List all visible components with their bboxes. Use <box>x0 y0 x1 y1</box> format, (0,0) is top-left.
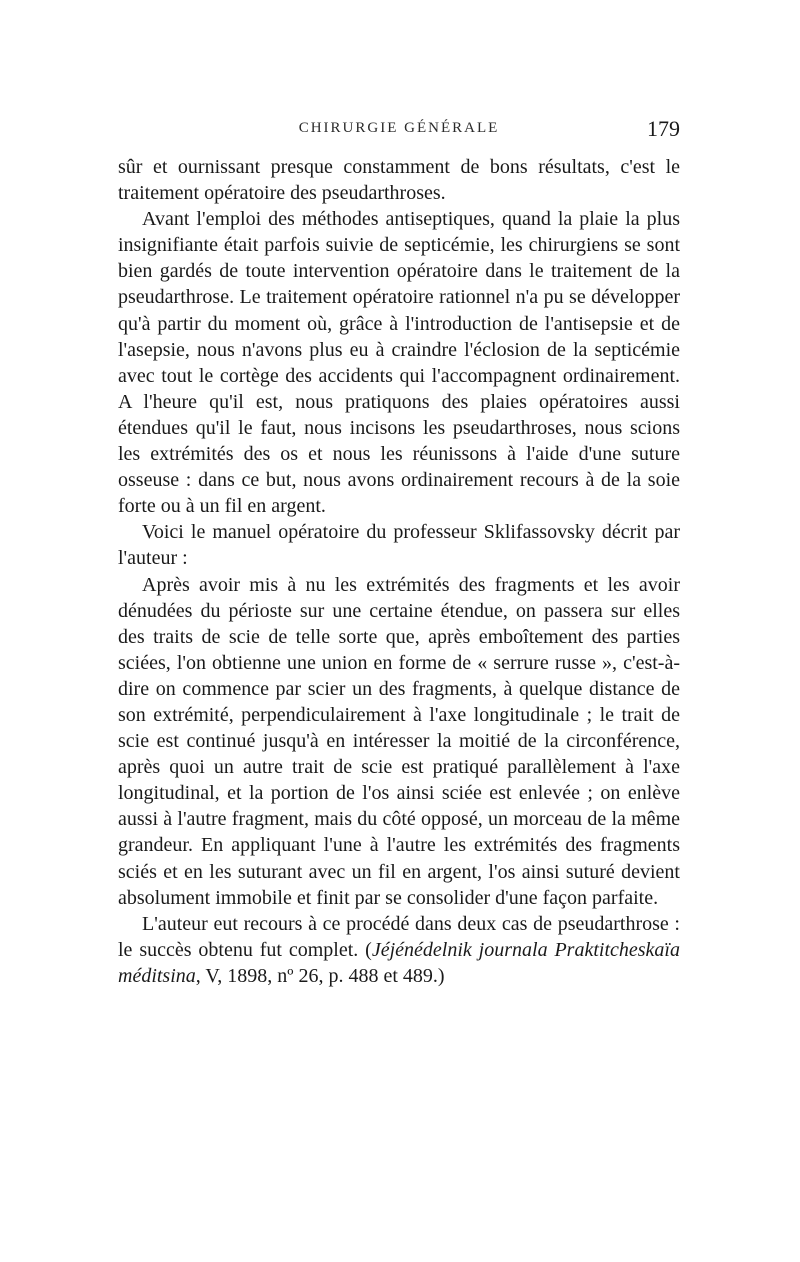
page-header <box>118 116 680 146</box>
running-head: CHIRURGIE GÉNÉRALE <box>298 120 500 136</box>
journal-citation: , V, 1898, nº 26, p. 488 et 489.) <box>195 964 445 987</box>
paragraph-antiseptic-history: Avant l'emploi des méthodes antiseptiques, quand la plaie la plus insignifiante était parfois suivie de septicémie, les chirurgiens se sont bien gardés de toute intervention opératoire dans le traitement de la pseudarthrose. Le traitement opératoire rationnel n'a pu se développer qu'à partir du moment où, grâce à l'introduction de l'antisepsie et de l'asepsie, nous n'avons plus eu à craindre l'éclosion de la septicémie avec tout le cortège des accidents qui l'accompagnent ordinairement. A l'heure qu'il est, nous pratiquons des plaies opératoires aussi étendues qu'il le faut, nous incisons les pseudarthroses, nous scions les extrémités des os et nous les réunissons à l'aide d'une suture osseuse : dans ce but, nous avons ordinairement recours à de la soie forte ou à un fil en argent. <box>118 208 680 518</box>
paragraph-russian-lock-procedure: Après avoir mis à nu les extrémités des fragments et les avoir dénudées du périoste sur une certaine étendue, on passera sur elles des traits de scie de telle sorte que, après emboîtement des parties sciées, l'on obtienne une union en forme de « serrure russe », c'est-à-dire on commence par scier un des fragments, à quelque distance de son extrémité, perpendiculairement à l'axe longitudinale ; le trait de scie est continué jusqu'à en intéresser la moitié de la circonférence, après quoi un autre trait de scie est pratiqué parallèlement à l'axe longitudinal, et la portion de l'os ainsi sciée est enlevée ; on enlève aussi à l'autre fragment, mais du côté opposé, un morceau de la même grandeur. En appliquant l'une à l'autre les extrémités des fragments sciés et en les suturant avec un fil en argent, l'os ainsi suturé devient absolument immobile et finit par se consolider d'une façon parfaite. <box>118 573 680 909</box>
journal-reference: Jéjénédelnik journala Praktitcheskaïa méditsina <box>118 938 680 987</box>
outcome-text: L'auteur eut recours à ce procédé dans deux cas de pseudarthrose : le succès obtenu fut complet. ( <box>118 912 680 961</box>
paragraph-outcome <box>118 911 680 989</box>
page-number: 179 <box>647 116 680 141</box>
paragraph-operative-manual-intro: Voici le manuel opératoire du professeur Sklifassovsky décrit par l'auteur : <box>118 521 680 570</box>
paragraph-continued: sûr et ournissant presque constamment de bons résultats, c'est le traitement opératoire des pseudarthroses. <box>118 156 680 205</box>
body-text <box>118 154 680 989</box>
